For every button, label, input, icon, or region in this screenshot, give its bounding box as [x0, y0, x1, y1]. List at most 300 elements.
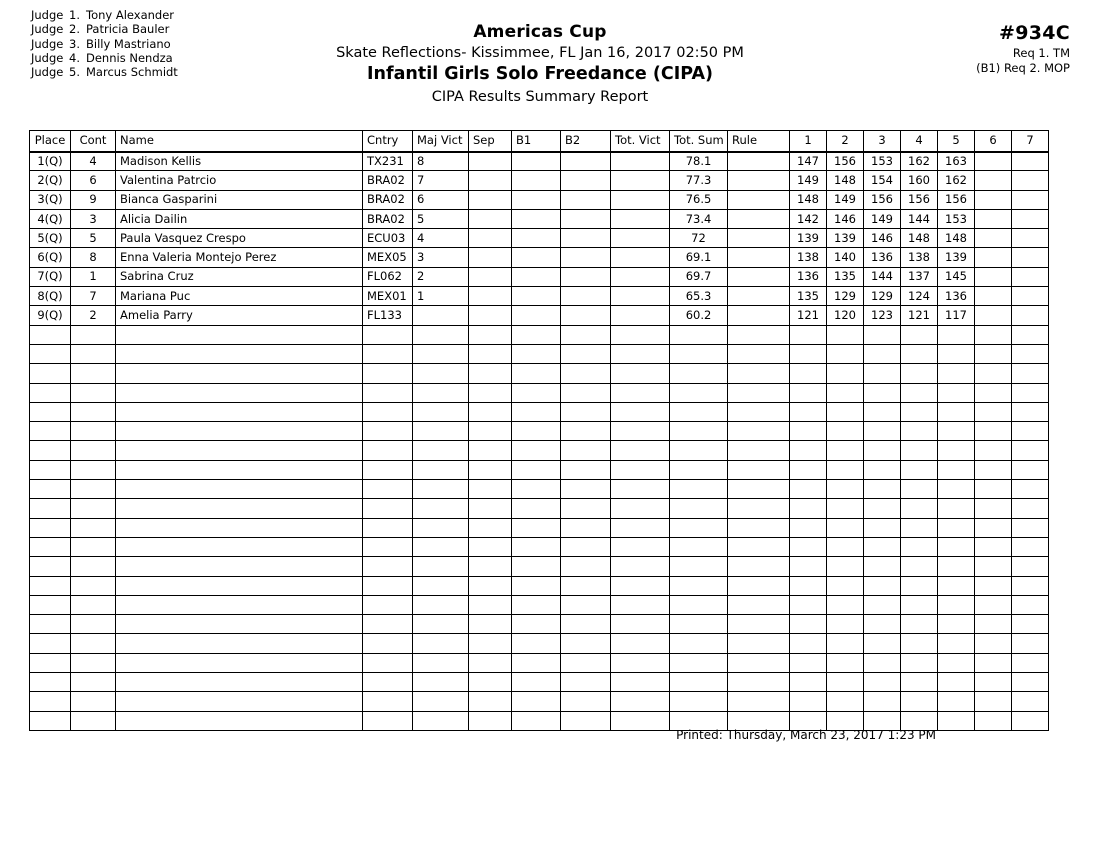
- cell-empty: [790, 499, 827, 518]
- cell-b2: [561, 152, 611, 171]
- cell-empty: [864, 615, 901, 634]
- cell-j6: [975, 267, 1012, 286]
- cell-j2: 139: [827, 229, 864, 248]
- cell-b1: [512, 209, 561, 228]
- cell-empty: [901, 364, 938, 383]
- cell-name: Bianca Gasparini: [116, 190, 363, 209]
- cell-empty: [469, 595, 512, 614]
- column-header-name: Name: [116, 131, 363, 152]
- cell-empty: [363, 480, 413, 499]
- cell-empty: [469, 692, 512, 711]
- cell-empty: [611, 557, 670, 576]
- cell-empty: [1012, 557, 1049, 576]
- cell-empty: [71, 499, 116, 518]
- cell-empty: [611, 364, 670, 383]
- cell-empty: [71, 653, 116, 672]
- cell-b2: [561, 248, 611, 267]
- cell-empty: [413, 383, 469, 402]
- cell-j3: 123: [864, 306, 901, 325]
- results-table-container: [29, 130, 1048, 731]
- column-header-6: 6: [975, 131, 1012, 152]
- cell-empty: [30, 422, 71, 441]
- cell-empty: [790, 518, 827, 537]
- cell-empty: [611, 499, 670, 518]
- cell-j1: 138: [790, 248, 827, 267]
- cell-empty: [1012, 595, 1049, 614]
- cell-j7: [1012, 171, 1049, 190]
- cell-empty: [611, 537, 670, 556]
- cell-j5: 145: [938, 267, 975, 286]
- judge-label: Judge: [31, 36, 64, 51]
- cell-empty: [561, 518, 611, 537]
- cell-empty: [827, 499, 864, 518]
- cell-empty: [975, 595, 1012, 614]
- cell-empty: [864, 653, 901, 672]
- cell-j5: 163: [938, 152, 975, 171]
- cell-empty: [30, 692, 71, 711]
- cell-empty: [363, 460, 413, 479]
- cell-empty: [790, 673, 827, 692]
- cell-empty: [413, 344, 469, 363]
- cell-sep: [469, 152, 512, 171]
- cell-empty: [469, 537, 512, 556]
- table-row: [30, 209, 1049, 228]
- cell-b2: [561, 306, 611, 325]
- cell-empty: [116, 537, 363, 556]
- cell-cont: 1: [71, 267, 116, 286]
- cell-empty: [901, 673, 938, 692]
- cell-empty: [864, 383, 901, 402]
- column-header-2: 2: [827, 131, 864, 152]
- cell-empty: [827, 383, 864, 402]
- cell-empty: [728, 673, 790, 692]
- cell-name: Amelia Parry: [116, 306, 363, 325]
- cell-empty: [827, 615, 864, 634]
- table-row: [30, 190, 1049, 209]
- cell-empty: [827, 692, 864, 711]
- cell-empty: [864, 480, 901, 499]
- cell-b1: [512, 152, 561, 171]
- cell-empty: [901, 480, 938, 499]
- cell-empty: [790, 402, 827, 421]
- cell-cntry: BRA02: [363, 209, 413, 228]
- cell-empty: [116, 402, 363, 421]
- table-row-empty: [30, 499, 1049, 518]
- cell-sep: [469, 171, 512, 190]
- cell-empty: [728, 422, 790, 441]
- table-row-empty: [30, 615, 1049, 634]
- cell-cntry: BRA02: [363, 190, 413, 209]
- column-header-4: 4: [901, 131, 938, 152]
- cell-empty: [975, 402, 1012, 421]
- cell-empty: [413, 460, 469, 479]
- table-row-empty: [30, 557, 1049, 576]
- judge-number: 3.: [69, 36, 80, 51]
- report-header: [240, 22, 840, 108]
- cell-maj-vict: 6: [413, 190, 469, 209]
- judge-number: 2.: [69, 22, 80, 37]
- cell-j6: [975, 171, 1012, 190]
- cell-empty: [975, 344, 1012, 363]
- cell-empty: [363, 634, 413, 653]
- cell-empty: [363, 364, 413, 383]
- table-row-empty: [30, 344, 1049, 363]
- cell-empty: [561, 537, 611, 556]
- results-table: [29, 130, 1049, 731]
- cell-empty: [30, 615, 71, 634]
- table-row-empty: [30, 576, 1049, 595]
- cell-empty: [864, 422, 901, 441]
- cell-j1: 139: [790, 229, 827, 248]
- cell-j6: [975, 287, 1012, 306]
- cell-empty: [512, 537, 561, 556]
- cell-b1: [512, 229, 561, 248]
- cell-empty: [71, 692, 116, 711]
- cell-empty: [71, 460, 116, 479]
- cell-empty: [1012, 634, 1049, 653]
- cell-empty: [728, 460, 790, 479]
- cell-j3: 156: [864, 190, 901, 209]
- cell-empty: [30, 402, 71, 421]
- cell-empty: [728, 344, 790, 363]
- cell-empty: [30, 364, 71, 383]
- judge-name: Billy Mastriano: [86, 36, 171, 51]
- cell-empty: [864, 518, 901, 537]
- event-number-panel: [976, 22, 1070, 75]
- cell-j1: 121: [790, 306, 827, 325]
- cell-empty: [938, 634, 975, 653]
- cell-j1: 136: [790, 267, 827, 286]
- cell-empty: [728, 364, 790, 383]
- cell-empty: [71, 480, 116, 499]
- cell-name: Madison Kellis: [116, 152, 363, 171]
- cell-empty: [938, 383, 975, 402]
- cell-empty: [790, 460, 827, 479]
- event-category: Infantil Girls Solo Freedance (CIPA): [367, 64, 713, 84]
- cell-empty: [728, 441, 790, 460]
- cell-empty: [728, 402, 790, 421]
- cell-j7: [1012, 229, 1049, 248]
- cell-tot-sum: 69.1: [670, 248, 728, 267]
- column-header-1: 1: [790, 131, 827, 152]
- cell-empty: [901, 557, 938, 576]
- cell-j6: [975, 190, 1012, 209]
- cell-empty: [512, 364, 561, 383]
- cell-empty: [469, 634, 512, 653]
- cell-name: Valentina Patrcio: [116, 171, 363, 190]
- cell-empty: [363, 595, 413, 614]
- cell-empty: [561, 460, 611, 479]
- cell-empty: [790, 595, 827, 614]
- cell-empty: [901, 422, 938, 441]
- cell-empty: [975, 422, 1012, 441]
- cell-empty: [938, 460, 975, 479]
- cell-empty: [1012, 325, 1049, 344]
- cell-empty: [561, 441, 611, 460]
- cell-empty: [670, 460, 728, 479]
- cell-empty: [975, 460, 1012, 479]
- cell-rule: [728, 306, 790, 325]
- cell-j7: [1012, 267, 1049, 286]
- cell-empty: [116, 673, 363, 692]
- table-row-empty: [30, 634, 1049, 653]
- table-row-empty: [30, 325, 1049, 344]
- cell-empty: [363, 537, 413, 556]
- cell-empty: [670, 673, 728, 692]
- cell-empty: [363, 325, 413, 344]
- cell-place: 8(Q): [30, 287, 71, 306]
- cell-empty: [413, 673, 469, 692]
- cell-rule: [728, 248, 790, 267]
- cell-empty: [116, 364, 363, 383]
- cell-empty: [561, 344, 611, 363]
- cell-sep: [469, 248, 512, 267]
- table-row-empty: [30, 383, 1049, 402]
- cell-empty: [790, 576, 827, 595]
- cell-empty: [827, 673, 864, 692]
- cell-j2: 148: [827, 171, 864, 190]
- cell-cntry: ECU03: [363, 229, 413, 248]
- cell-empty: [827, 402, 864, 421]
- cell-empty: [611, 344, 670, 363]
- cell-empty: [1012, 576, 1049, 595]
- cell-empty: [413, 653, 469, 672]
- cell-empty: [938, 480, 975, 499]
- event-venue-datetime: Skate Reflections- Kissimmee, FL Jan 16, 2017 02:50 PM: [336, 45, 744, 61]
- cell-empty: [512, 557, 561, 576]
- cell-j3: 129: [864, 287, 901, 306]
- printed-timestamp: Printed: Thursday, March 23, 2017 1:23 PM: [676, 728, 936, 742]
- cell-empty: [1012, 383, 1049, 402]
- cell-empty: [512, 480, 561, 499]
- cell-empty: [670, 480, 728, 499]
- cell-empty: [901, 325, 938, 344]
- cell-tot-sum: 65.3: [670, 287, 728, 306]
- cell-empty: [901, 518, 938, 537]
- cell-empty: [975, 615, 1012, 634]
- cell-j7: [1012, 152, 1049, 171]
- cell-name: Sabrina Cruz: [116, 267, 363, 286]
- cell-empty: [413, 499, 469, 518]
- cell-cont: 7: [71, 287, 116, 306]
- cell-empty: [30, 673, 71, 692]
- cell-empty: [827, 441, 864, 460]
- table-row-empty: [30, 441, 1049, 460]
- cell-j4: 121: [901, 306, 938, 325]
- cell-j5: 148: [938, 229, 975, 248]
- table-row: [30, 171, 1049, 190]
- cell-empty: [413, 518, 469, 537]
- cell-empty: [469, 344, 512, 363]
- cell-empty: [901, 344, 938, 363]
- table-row-empty: [30, 422, 1049, 441]
- cell-empty: [512, 615, 561, 634]
- cell-maj-vict: [413, 306, 469, 325]
- cell-empty: [413, 480, 469, 499]
- cell-empty: [413, 422, 469, 441]
- cell-tot-sum: 72: [670, 229, 728, 248]
- cell-empty: [561, 499, 611, 518]
- results-table-header: [30, 131, 1049, 152]
- cell-tot-vict: [611, 306, 670, 325]
- cell-b1: [512, 306, 561, 325]
- cell-j5: 153: [938, 209, 975, 228]
- cell-empty: [561, 480, 611, 499]
- cell-empty: [469, 576, 512, 595]
- cell-empty: [901, 653, 938, 672]
- cell-empty: [30, 441, 71, 460]
- cell-empty: [611, 595, 670, 614]
- cell-j5: 117: [938, 306, 975, 325]
- cell-empty: [30, 634, 71, 653]
- cell-empty: [1012, 615, 1049, 634]
- cell-empty: [864, 537, 901, 556]
- cell-j2: 156: [827, 152, 864, 171]
- cell-empty: [611, 518, 670, 537]
- cell-j7: [1012, 190, 1049, 209]
- column-header-5: 5: [938, 131, 975, 152]
- cell-empty: [512, 576, 561, 595]
- cell-empty: [469, 653, 512, 672]
- cell-empty: [670, 557, 728, 576]
- column-header-tot-vict: Tot. Vict: [611, 131, 670, 152]
- table-row-empty: [30, 653, 1049, 672]
- cell-b1: [512, 171, 561, 190]
- cell-tot-vict: [611, 229, 670, 248]
- cell-name: Mariana Puc: [116, 287, 363, 306]
- cell-empty: [363, 673, 413, 692]
- table-row: [30, 248, 1049, 267]
- cell-empty: [728, 537, 790, 556]
- cell-j3: 154: [864, 171, 901, 190]
- cell-empty: [561, 557, 611, 576]
- cell-empty: [938, 576, 975, 595]
- cell-empty: [901, 460, 938, 479]
- cell-empty: [901, 441, 938, 460]
- cell-empty: [71, 402, 116, 421]
- cell-empty: [469, 518, 512, 537]
- cell-empty: [116, 480, 363, 499]
- cell-tot-vict: [611, 190, 670, 209]
- cell-empty: [116, 344, 363, 363]
- cell-empty: [864, 673, 901, 692]
- cell-empty: [864, 441, 901, 460]
- cell-empty: [1012, 422, 1049, 441]
- table-row-empty: [30, 537, 1049, 556]
- cell-j1: 148: [790, 190, 827, 209]
- cell-empty: [512, 634, 561, 653]
- cell-empty: [71, 595, 116, 614]
- cell-empty: [561, 576, 611, 595]
- cell-empty: [116, 441, 363, 460]
- cell-j4: 148: [901, 229, 938, 248]
- cell-cntry: FL062: [363, 267, 413, 286]
- cell-empty: [728, 576, 790, 595]
- cell-j4: 160: [901, 171, 938, 190]
- cell-j3: 149: [864, 209, 901, 228]
- cell-empty: [790, 364, 827, 383]
- cell-empty: [363, 422, 413, 441]
- cell-empty: [512, 518, 561, 537]
- cell-tot-vict: [611, 267, 670, 286]
- column-header-7: 7: [1012, 131, 1049, 152]
- column-header-place: Place: [30, 131, 71, 152]
- cell-empty: [469, 402, 512, 421]
- cell-empty: [670, 383, 728, 402]
- cell-j1: 149: [790, 171, 827, 190]
- cell-j4: 124: [901, 287, 938, 306]
- cell-empty: [938, 325, 975, 344]
- cell-maj-vict: 5: [413, 209, 469, 228]
- cell-cntry: MEX01: [363, 287, 413, 306]
- cell-empty: [938, 595, 975, 614]
- cell-empty: [975, 441, 1012, 460]
- cell-empty: [413, 364, 469, 383]
- cell-empty: [864, 344, 901, 363]
- cell-empty: [864, 576, 901, 595]
- cell-empty: [790, 422, 827, 441]
- cell-empty: [670, 537, 728, 556]
- cell-j3: 136: [864, 248, 901, 267]
- cell-tot-vict: [611, 248, 670, 267]
- cell-empty: [561, 692, 611, 711]
- cell-name: Paula Vasquez Crespo: [116, 229, 363, 248]
- cell-empty: [670, 518, 728, 537]
- requirement-1: Req 1. TM: [1012, 46, 1070, 60]
- cell-empty: [512, 422, 561, 441]
- cell-empty: [864, 499, 901, 518]
- cell-rule: [728, 152, 790, 171]
- cell-empty: [512, 653, 561, 672]
- cell-empty: [901, 499, 938, 518]
- cell-place: 2(Q): [30, 171, 71, 190]
- cell-empty: [790, 537, 827, 556]
- cell-empty: [611, 383, 670, 402]
- column-header-cntry: Cntry: [363, 131, 413, 152]
- cell-empty: [363, 615, 413, 634]
- cell-empty: [901, 576, 938, 595]
- cell-b2: [561, 287, 611, 306]
- cell-empty: [561, 673, 611, 692]
- cell-cont: 8: [71, 248, 116, 267]
- cell-empty: [827, 364, 864, 383]
- header-row: [30, 131, 1049, 152]
- cell-cont: 9: [71, 190, 116, 209]
- cell-tot-vict: [611, 287, 670, 306]
- cell-empty: [469, 499, 512, 518]
- cell-empty: [116, 615, 363, 634]
- cell-empty: [864, 595, 901, 614]
- table-row: [30, 306, 1049, 325]
- column-header-b1: B1: [512, 131, 561, 152]
- cell-empty: [71, 441, 116, 460]
- cell-empty: [1012, 653, 1049, 672]
- cell-empty: [1012, 460, 1049, 479]
- cell-empty: [512, 692, 561, 711]
- column-header-tot-sum: Tot. Sum: [670, 131, 728, 152]
- cell-empty: [561, 325, 611, 344]
- cell-b1: [512, 190, 561, 209]
- cell-b2: [561, 267, 611, 286]
- cell-empty: [512, 460, 561, 479]
- cell-empty: [413, 441, 469, 460]
- cell-empty: [469, 557, 512, 576]
- cell-j5: 139: [938, 248, 975, 267]
- cell-j5: 162: [938, 171, 975, 190]
- cell-j2: 149: [827, 190, 864, 209]
- column-header-cont: Cont: [71, 131, 116, 152]
- cell-empty: [512, 325, 561, 344]
